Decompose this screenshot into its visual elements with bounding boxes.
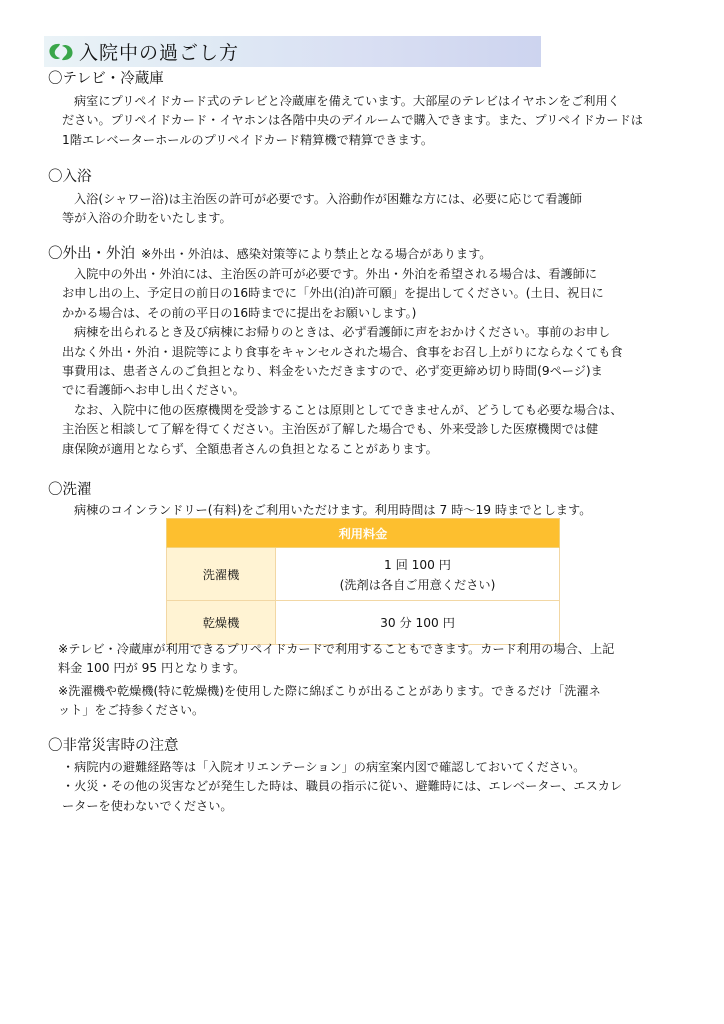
fee-table [166,518,560,645]
tv-paragraph [48,92,688,150]
laundry-note-card [58,640,688,679]
emergency-bullet: ・病院内の避難経路等は「入院オリエンテーション」の病室案内図で確認しておいてください。 [62,760,586,774]
fee-value-washer [276,548,560,601]
laundry-line: 病棟のコインランドリー(有料)をご利用いただけます。利用時間は 7 時～19 時までとします。 [74,503,592,517]
outing-line: 入院中の外出・外泊には、主治医の許可が必要です。外出・外泊を希望される場合は、看護師に [74,267,598,281]
heading-bath: 〇入浴 [48,169,92,185]
heading-outing-row [48,245,688,263]
outing-note: ※外出・外泊は、感染対策等により禁止となる場合があります。 [141,247,492,261]
fee-table-header: 利用料金 [167,519,560,548]
tv-line: ださい。プリペイドカード・イヤホンは各階中央のデイルームで購入できます。また、プリペイドカードは [62,113,643,128]
page-title-bar [44,36,541,67]
fee-label-washer: 洗濯機 [167,548,276,601]
outing-line: お申し出の上、予定日の前日の16時までに「外出(泊)許可願」を提出してください。(土日、祝日に [62,286,604,301]
note-line: 料金 100 円が 95 円となります。 [58,661,246,676]
section-bath [48,168,688,229]
bath-line: 等が入浴の介助をいたします。 [62,211,232,226]
fee-label-dryer: 乾燥機 [167,601,276,645]
laundry-note-lint [58,682,688,721]
outing-line: かかる場合は、その前の平日の16時までに提出をお願いします。) [62,305,417,320]
emergency-bullet-cont: ーターを使わないでください。 [62,798,233,813]
section-laundry [48,481,688,520]
heading-tv-fridge: 〇テレビ・冷蔵庫 [48,71,164,87]
emergency-bullet: ・火災・その他の災害などが発生した時は、職員の指示に従い、避難時には、エレベーター、エスカレ [62,779,623,794]
bath-paragraph [48,190,688,229]
tv-line: 1階エレベーターホールのプリペイドカード精算機で精算できます。 [62,132,434,147]
heading-outing: 〇外出・外泊 [48,246,135,262]
outing-line: 主治医と相談して了解を得てください。主治医が了解した場合でも、外来受診した医療機関では健 [62,422,599,437]
note-line: ※洗濯機や乾燥機(特に乾燥機)を使用した際に綿ぼこりが出ることがあります。できるだけ「洗濯ネ [58,683,601,698]
tv-line: 病室にプリペイドカード式のテレビと冷蔵庫を備えています。大部屋のテレビはイヤホンをご利用く [74,94,620,108]
emergency-bullets [62,758,688,816]
outing-line: でに看護師へお申し出ください。 [62,383,245,398]
section-outing [48,245,688,459]
bath-line: 入浴(シャワー浴)は主治医の許可が必要です。入浴動作が困難な方には、必要に応じて看護師 [74,192,582,206]
note-line: ※テレビ・冷蔵庫が利用できるプリペイドカードで利用することもできます。カード利用の場合、上記 [58,642,615,656]
fee-table-header-row [167,519,560,548]
outing-line: 出なく外出・外泊・退院等により食事をキャンセルされた場合、食事をお召し上がりにならなくても食 [62,344,623,359]
note-line: ット」をご持参ください。 [58,703,205,718]
heading-emergency: 〇非常災害時の注意 [48,738,179,754]
outing-line: なお、入院中に他の医療機関を受診することは原則としてできませんが、どうしても必要な場合は、 [74,402,623,417]
section-emergency [48,737,688,816]
section-tv-fridge [48,70,688,150]
green-leaf-icon [47,41,75,63]
heading-laundry: 〇洗濯 [48,482,92,498]
fee-value-washer-price: 1 回 100 円 [383,557,451,572]
table-row [167,601,560,645]
fee-value-washer-note: (洗剤は各自ご用意ください) [339,577,496,592]
outing-line: 康保険が適用とならず、全額患者さんの負担となることがあります。 [62,441,438,456]
page-title: 入院中の過ごし方 [79,42,240,64]
outing-paragraph [48,265,688,459]
fee-value-dryer: 30 分 100 円 [276,601,560,645]
outing-line: 事費用は、患者さんのご負担となり、料金をいただきますので、必ず変更締め切り時間(9ページ)ま [62,364,603,379]
laundry-notes [58,640,688,724]
table-row [167,548,560,601]
outing-line: 病棟を出られるとき及び病棟にお帰りのときは、必ず看護師に声をおかけください。事前のお申し [74,325,611,340]
